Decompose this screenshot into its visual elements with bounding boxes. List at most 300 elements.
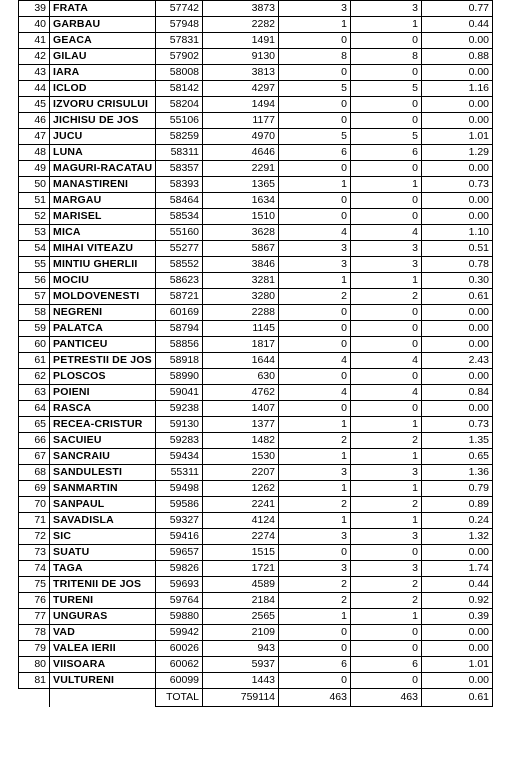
locality-name-cell: RASCA: [50, 401, 156, 417]
table-row: [19, 657, 493, 673]
population-cell: 1365: [203, 177, 279, 193]
row-number-cell: 49: [19, 161, 50, 177]
table-row: [19, 449, 493, 465]
row-number-cell: 79: [19, 641, 50, 657]
count-a-cell: 1: [279, 273, 351, 289]
row-number-cell: 70: [19, 497, 50, 513]
count-b-cell: 0: [351, 161, 422, 177]
count-a-cell: 4: [279, 225, 351, 241]
total-blank-cell: [19, 689, 50, 707]
population-cell: 1634: [203, 193, 279, 209]
population-cell: 1510: [203, 209, 279, 225]
locality-name-cell: ICLOD: [50, 81, 156, 97]
count-b-cell: 0: [351, 193, 422, 209]
rate-cell: 0.84: [422, 385, 493, 401]
locality-name-cell: MARISEL: [50, 209, 156, 225]
table-row: [19, 417, 493, 433]
rate-cell: 1.01: [422, 657, 493, 673]
siruta-code-cell: 59327: [156, 513, 203, 529]
total-count-b: 463: [351, 689, 422, 707]
population-cell: 1262: [203, 481, 279, 497]
table-row: [19, 625, 493, 641]
locality-name-cell: GILAU: [50, 49, 156, 65]
population-cell: 3873: [203, 1, 279, 17]
locality-name-cell: VALEA IERII: [50, 641, 156, 657]
siruta-code-cell: 55160: [156, 225, 203, 241]
row-number-cell: 61: [19, 353, 50, 369]
locality-name-cell: MOCIU: [50, 273, 156, 289]
count-b-cell: 3: [351, 529, 422, 545]
total-label: TOTAL: [156, 689, 203, 707]
table-row: [19, 113, 493, 129]
table-row: [19, 369, 493, 385]
count-b-cell: 0: [351, 65, 422, 81]
siruta-code-cell: 58142: [156, 81, 203, 97]
count-a-cell: 0: [279, 401, 351, 417]
siruta-code-cell: 57902: [156, 49, 203, 65]
population-cell: 9130: [203, 49, 279, 65]
row-number-cell: 46: [19, 113, 50, 129]
siruta-code-cell: 58552: [156, 257, 203, 273]
rate-cell: 0.24: [422, 513, 493, 529]
count-a-cell: 0: [279, 641, 351, 657]
population-cell: 4646: [203, 145, 279, 161]
population-cell: 1491: [203, 33, 279, 49]
siruta-code-cell: 59238: [156, 401, 203, 417]
count-b-cell: 1: [351, 609, 422, 625]
count-a-cell: 5: [279, 129, 351, 145]
table-row: [19, 241, 493, 257]
count-b-cell: 1: [351, 513, 422, 529]
rate-cell: 1.16: [422, 81, 493, 97]
rate-cell: 0.00: [422, 673, 493, 689]
rate-cell: 1.32: [422, 529, 493, 545]
count-b-cell: 0: [351, 625, 422, 641]
siruta-code-cell: 59434: [156, 449, 203, 465]
count-a-cell: 0: [279, 625, 351, 641]
siruta-code-cell: 59764: [156, 593, 203, 609]
locality-name-cell: SIC: [50, 529, 156, 545]
count-a-cell: 1: [279, 449, 351, 465]
locality-name-cell: VIISOARA: [50, 657, 156, 673]
rate-cell: 0.00: [422, 65, 493, 81]
siruta-code-cell: 58990: [156, 369, 203, 385]
table-row: [19, 321, 493, 337]
row-number-cell: 63: [19, 385, 50, 401]
row-number-cell: 57: [19, 289, 50, 305]
siruta-code-cell: 57831: [156, 33, 203, 49]
rate-cell: 1.01: [422, 129, 493, 145]
population-cell: 3281: [203, 273, 279, 289]
count-a-cell: 1: [279, 417, 351, 433]
rate-cell: 0.61: [422, 289, 493, 305]
table-row: [19, 529, 493, 545]
table-row: [19, 641, 493, 657]
table-row: [19, 497, 493, 513]
siruta-code-cell: 55106: [156, 113, 203, 129]
rate-cell: 0.00: [422, 33, 493, 49]
population-cell: 4297: [203, 81, 279, 97]
count-a-cell: 4: [279, 385, 351, 401]
count-b-cell: 0: [351, 545, 422, 561]
count-b-cell: 0: [351, 321, 422, 337]
siruta-code-cell: 59416: [156, 529, 203, 545]
row-number-cell: 58: [19, 305, 50, 321]
population-cell: 4589: [203, 577, 279, 593]
siruta-code-cell: 55277: [156, 241, 203, 257]
row-number-cell: 48: [19, 145, 50, 161]
siruta-code-cell: 58357: [156, 161, 203, 177]
count-b-cell: 6: [351, 145, 422, 161]
locality-name-cell: SUATU: [50, 545, 156, 561]
row-number-cell: 74: [19, 561, 50, 577]
siruta-code-cell: 58856: [156, 337, 203, 353]
table-row: [19, 337, 493, 353]
locality-name-cell: SANMARTIN: [50, 481, 156, 497]
rate-cell: 0.00: [422, 401, 493, 417]
rate-cell: 0.00: [422, 625, 493, 641]
table-row: [19, 225, 493, 241]
rate-cell: 0.30: [422, 273, 493, 289]
count-a-cell: 6: [279, 145, 351, 161]
rate-cell: 2.43: [422, 353, 493, 369]
count-a-cell: 1: [279, 609, 351, 625]
locality-name-cell: JUCU: [50, 129, 156, 145]
table-row: [19, 49, 493, 65]
total-blank-cell: [50, 689, 156, 707]
row-number-cell: 54: [19, 241, 50, 257]
table-row: [19, 513, 493, 529]
row-number-cell: 72: [19, 529, 50, 545]
locality-name-cell: POIENI: [50, 385, 156, 401]
rate-cell: 0.00: [422, 113, 493, 129]
table-row: [19, 433, 493, 449]
row-number-cell: 40: [19, 17, 50, 33]
siruta-code-cell: 57742: [156, 1, 203, 17]
locality-name-cell: NEGRENI: [50, 305, 156, 321]
count-b-cell: 2: [351, 577, 422, 593]
siruta-code-cell: 60169: [156, 305, 203, 321]
siruta-code-cell: 59657: [156, 545, 203, 561]
count-a-cell: 0: [279, 673, 351, 689]
rate-cell: 0.77: [422, 1, 493, 17]
count-b-cell: 4: [351, 225, 422, 241]
locality-name-cell: MINTIU GHERLII: [50, 257, 156, 273]
count-a-cell: 0: [279, 97, 351, 113]
population-cell: 2288: [203, 305, 279, 321]
rate-cell: 0.89: [422, 497, 493, 513]
table-row: [19, 481, 493, 497]
locality-name-cell: MAGURI-RACATAU: [50, 161, 156, 177]
rate-cell: 0.92: [422, 593, 493, 609]
siruta-code-cell: 58534: [156, 209, 203, 225]
rate-cell: 1.35: [422, 433, 493, 449]
table-row: [19, 273, 493, 289]
row-number-cell: 56: [19, 273, 50, 289]
count-b-cell: 0: [351, 33, 422, 49]
table-body: [19, 1, 493, 689]
siruta-code-cell: 58623: [156, 273, 203, 289]
count-b-cell: 3: [351, 465, 422, 481]
population-cell: 2109: [203, 625, 279, 641]
locality-name-cell: FRATA: [50, 1, 156, 17]
siruta-code-cell: 59283: [156, 433, 203, 449]
population-cell: 4970: [203, 129, 279, 145]
count-b-cell: 0: [351, 209, 422, 225]
table-row: [19, 609, 493, 625]
table-row: [19, 1, 493, 17]
population-cell: 3813: [203, 65, 279, 81]
rate-cell: 0.00: [422, 545, 493, 561]
locality-name-cell: GARBAU: [50, 17, 156, 33]
population-cell: 1515: [203, 545, 279, 561]
population-cell: 1377: [203, 417, 279, 433]
locality-name-cell: MARGAU: [50, 193, 156, 209]
locality-name-cell: SACUIEU: [50, 433, 156, 449]
table-row: [19, 81, 493, 97]
locality-name-cell: SANDULESTI: [50, 465, 156, 481]
rate-cell: 0.00: [422, 321, 493, 337]
siruta-code-cell: 59880: [156, 609, 203, 625]
count-a-cell: 2: [279, 497, 351, 513]
count-a-cell: 3: [279, 1, 351, 17]
siruta-code-cell: 59130: [156, 417, 203, 433]
table-row: [19, 193, 493, 209]
siruta-code-cell: 60026: [156, 641, 203, 657]
table-row: [19, 161, 493, 177]
count-a-cell: 2: [279, 433, 351, 449]
count-b-cell: 1: [351, 417, 422, 433]
row-number-cell: 43: [19, 65, 50, 81]
population-cell: 943: [203, 641, 279, 657]
population-cell: 2207: [203, 465, 279, 481]
population-cell: 1177: [203, 113, 279, 129]
row-number-cell: 67: [19, 449, 50, 465]
rate-cell: 0.73: [422, 417, 493, 433]
siruta-code-cell: 58204: [156, 97, 203, 113]
siruta-code-cell: 59498: [156, 481, 203, 497]
population-cell: 1644: [203, 353, 279, 369]
count-a-cell: 0: [279, 113, 351, 129]
table-row: [19, 673, 493, 689]
count-b-cell: 1: [351, 481, 422, 497]
siruta-code-cell: 57948: [156, 17, 203, 33]
total-population: 759114: [203, 689, 279, 707]
count-a-cell: 6: [279, 657, 351, 673]
table-row: [19, 401, 493, 417]
row-number-cell: 42: [19, 49, 50, 65]
count-a-cell: 2: [279, 577, 351, 593]
rate-cell: 0.39: [422, 609, 493, 625]
siruta-code-cell: 58721: [156, 289, 203, 305]
row-number-cell: 50: [19, 177, 50, 193]
locality-name-cell: MOLDOVENESTI: [50, 289, 156, 305]
rate-cell: 0.00: [422, 641, 493, 657]
row-number-cell: 45: [19, 97, 50, 113]
population-cell: 4124: [203, 513, 279, 529]
siruta-code-cell: 55311: [156, 465, 203, 481]
row-number-cell: 81: [19, 673, 50, 689]
row-number-cell: 69: [19, 481, 50, 497]
count-b-cell: 5: [351, 129, 422, 145]
count-a-cell: 0: [279, 193, 351, 209]
siruta-code-cell: 59693: [156, 577, 203, 593]
population-cell: 1530: [203, 449, 279, 465]
population-cell: 2282: [203, 17, 279, 33]
row-number-cell: 68: [19, 465, 50, 481]
population-cell: 3280: [203, 289, 279, 305]
row-number-cell: 53: [19, 225, 50, 241]
row-number-cell: 78: [19, 625, 50, 641]
count-a-cell: 0: [279, 65, 351, 81]
table-row: [19, 145, 493, 161]
population-cell: 3628: [203, 225, 279, 241]
count-b-cell: 3: [351, 561, 422, 577]
population-cell: 1145: [203, 321, 279, 337]
population-cell: 1407: [203, 401, 279, 417]
row-number-cell: 80: [19, 657, 50, 673]
count-b-cell: 0: [351, 97, 422, 113]
population-cell: 1494: [203, 97, 279, 113]
row-number-cell: 77: [19, 609, 50, 625]
row-number-cell: 64: [19, 401, 50, 417]
count-b-cell: 3: [351, 257, 422, 273]
count-b-cell: 2: [351, 497, 422, 513]
rate-cell: 1.29: [422, 145, 493, 161]
count-a-cell: 3: [279, 241, 351, 257]
count-b-cell: 0: [351, 641, 422, 657]
rate-cell: 0.78: [422, 257, 493, 273]
count-a-cell: 0: [279, 337, 351, 353]
count-b-cell: 1: [351, 449, 422, 465]
table-row: [19, 593, 493, 609]
count-a-cell: 2: [279, 289, 351, 305]
locality-name-cell: TAGA: [50, 561, 156, 577]
row-number-cell: 66: [19, 433, 50, 449]
count-a-cell: 0: [279, 369, 351, 385]
locality-name-cell: SAVADISLA: [50, 513, 156, 529]
spreadsheet-sheet: [18, 0, 493, 707]
count-b-cell: 6: [351, 657, 422, 673]
row-number-cell: 52: [19, 209, 50, 225]
population-cell: 1817: [203, 337, 279, 353]
row-number-cell: 73: [19, 545, 50, 561]
locality-name-cell: PETRESTII DE JOS: [50, 353, 156, 369]
table-row: [19, 97, 493, 113]
siruta-code-cell: 58259: [156, 129, 203, 145]
count-b-cell: 0: [351, 113, 422, 129]
row-number-cell: 60: [19, 337, 50, 353]
rate-cell: 1.74: [422, 561, 493, 577]
rate-cell: 0.00: [422, 209, 493, 225]
table-row: [19, 129, 493, 145]
count-a-cell: 1: [279, 177, 351, 193]
count-b-cell: 8: [351, 49, 422, 65]
locality-name-cell: PLOSCOS: [50, 369, 156, 385]
rate-cell: 0.00: [422, 305, 493, 321]
locality-name-cell: PALATCA: [50, 321, 156, 337]
table-row: [19, 209, 493, 225]
count-a-cell: 4: [279, 353, 351, 369]
table-row: [19, 17, 493, 33]
siruta-code-cell: 59942: [156, 625, 203, 641]
count-b-cell: 1: [351, 17, 422, 33]
locality-name-cell: IARA: [50, 65, 156, 81]
table-row: [19, 305, 493, 321]
total-count-a: 463: [279, 689, 351, 707]
localities-table: [18, 0, 493, 707]
siruta-code-cell: 58918: [156, 353, 203, 369]
count-a-cell: 0: [279, 161, 351, 177]
count-a-cell: 3: [279, 561, 351, 577]
count-a-cell: 3: [279, 529, 351, 545]
locality-name-cell: JICHISU DE JOS: [50, 113, 156, 129]
count-b-cell: 1: [351, 273, 422, 289]
locality-name-cell: IZVORU CRISULUI: [50, 97, 156, 113]
total-rate: 0.61: [422, 689, 493, 707]
count-a-cell: 1: [279, 513, 351, 529]
count-b-cell: 3: [351, 1, 422, 17]
table-row: [19, 65, 493, 81]
count-a-cell: 0: [279, 209, 351, 225]
population-cell: 2565: [203, 609, 279, 625]
siruta-code-cell: 59586: [156, 497, 203, 513]
rate-cell: 1.10: [422, 225, 493, 241]
population-cell: 2184: [203, 593, 279, 609]
row-number-cell: 62: [19, 369, 50, 385]
row-number-cell: 65: [19, 417, 50, 433]
count-b-cell: 5: [351, 81, 422, 97]
siruta-code-cell: 58393: [156, 177, 203, 193]
population-cell: 5867: [203, 241, 279, 257]
population-cell: 2241: [203, 497, 279, 513]
row-number-cell: 71: [19, 513, 50, 529]
population-cell: 630: [203, 369, 279, 385]
rate-cell: 0.44: [422, 17, 493, 33]
table-row: [19, 177, 493, 193]
locality-name-cell: GEACA: [50, 33, 156, 49]
locality-name-cell: MANASTIRENI: [50, 177, 156, 193]
rate-cell: 1.36: [422, 465, 493, 481]
locality-name-cell: MICA: [50, 225, 156, 241]
locality-name-cell: PANTICEU: [50, 337, 156, 353]
row-number-cell: 41: [19, 33, 50, 49]
count-b-cell: 0: [351, 337, 422, 353]
population-cell: 2291: [203, 161, 279, 177]
count-b-cell: 2: [351, 433, 422, 449]
population-cell: 1482: [203, 433, 279, 449]
table-row: [19, 577, 493, 593]
locality-name-cell: SANPAUL: [50, 497, 156, 513]
siruta-code-cell: 59041: [156, 385, 203, 401]
row-number-cell: 47: [19, 129, 50, 145]
count-a-cell: 0: [279, 33, 351, 49]
table-row: [19, 465, 493, 481]
locality-name-cell: SANCRAIU: [50, 449, 156, 465]
row-number-cell: 39: [19, 1, 50, 17]
population-cell: 1443: [203, 673, 279, 689]
rate-cell: 0.65: [422, 449, 493, 465]
count-b-cell: 0: [351, 305, 422, 321]
count-a-cell: 0: [279, 305, 351, 321]
locality-name-cell: VAD: [50, 625, 156, 641]
count-b-cell: 0: [351, 401, 422, 417]
total-row: [19, 689, 493, 707]
count-b-cell: 3: [351, 241, 422, 257]
table-row: [19, 385, 493, 401]
rate-cell: 0.00: [422, 97, 493, 113]
rate-cell: 0.51: [422, 241, 493, 257]
